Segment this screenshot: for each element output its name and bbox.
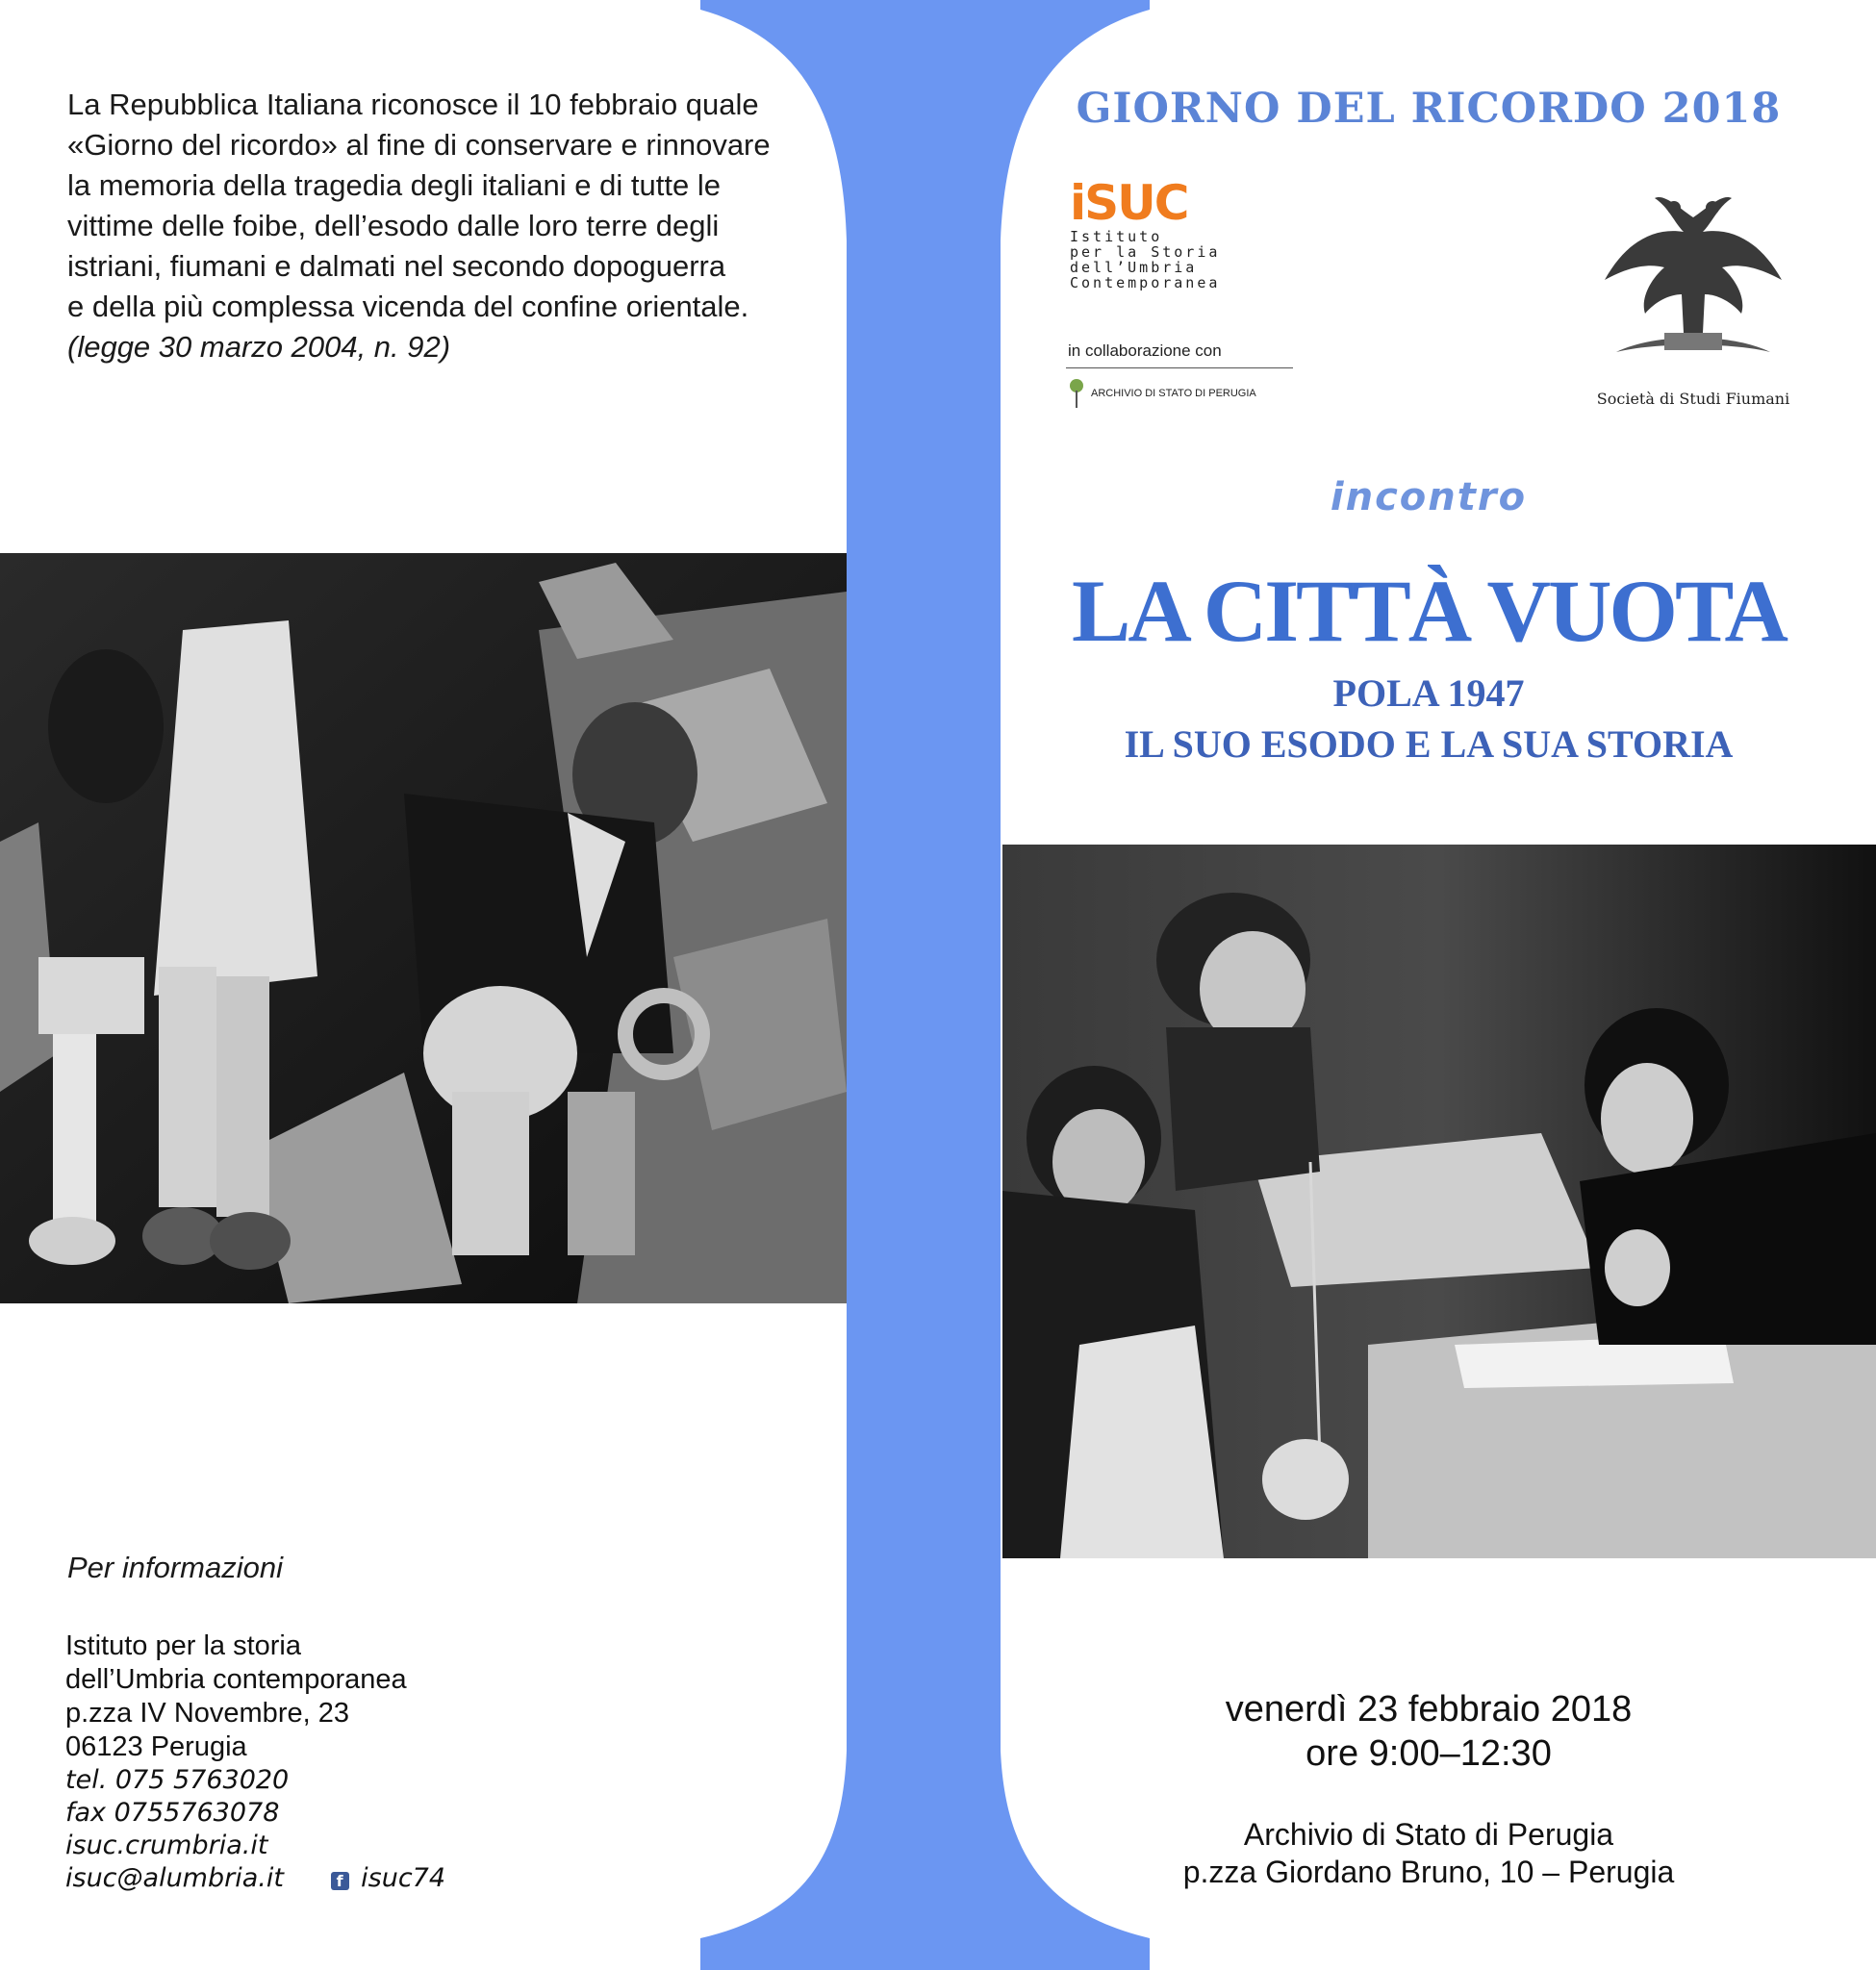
venue-name: Archivio di Stato di Perugia <box>1243 1817 1614 1852</box>
facebook-icon: f <box>331 1872 349 1890</box>
women-knitting-photo <box>1002 845 1876 1558</box>
fax-number: fax 0755763078 <box>65 1798 280 1828</box>
facebook-handle[interactable]: isuc74 <box>361 1863 446 1893</box>
isuc-logo-line: Contemporanea <box>1070 274 1221 291</box>
page-title: GIORNO DEL RICORDO 2018 <box>1076 85 1782 133</box>
isuc-logo-line: per la Storia <box>1070 243 1221 261</box>
event-datetime <box>1001 1687 1857 1776</box>
isuc-logo-mark: iSUC <box>1070 175 1188 231</box>
intro-text <box>67 85 779 367</box>
society-name: Società di Studi Fiumani <box>1596 390 1790 408</box>
collaboration-label: in collaborazione con <box>1068 341 1222 360</box>
intro-line: vittime delle foibe, dell’esodo dalle loro terre degli <box>67 209 720 242</box>
venue-address: p.zza Giordano Bruno, 10 – Perugia <box>1182 1855 1675 1889</box>
eagle-emblem-icon <box>1597 189 1789 371</box>
divider <box>1066 367 1293 368</box>
archivio-logo-text: ARCHIVIO DI STATO DI PERUGIA <box>1091 388 1256 399</box>
event-title: LA CITTÀ VUOTA <box>1072 562 1786 660</box>
law-reference: (legge 30 marzo 2004, n. 92) <box>67 330 451 364</box>
intro-line: La Repubblica Italiana riconosce il 10 febbraio quale <box>67 88 759 121</box>
event-subtitle: POLA 1947 <box>1332 671 1525 715</box>
info-heading: Per informazioni <box>67 1551 283 1584</box>
institute-name-line: dell’Umbria contemporanea <box>65 1664 407 1695</box>
city-line: 06123 Perugia <box>65 1731 247 1762</box>
event-time: ore 9:00–12:30 <box>1306 1733 1552 1774</box>
isuc-logo-line: dell’Umbria <box>1070 259 1198 276</box>
intro-line: «Giorno del ricordo» al fine di conservare e rinnovare <box>67 128 771 162</box>
intro-line: la memoria della tragedia degli italiani e di tutte le <box>67 168 721 202</box>
event-subtitle: IL SUO ESODO E LA SUA STORIA <box>1124 722 1734 766</box>
address-line: p.zza IV Novembre, 23 <box>65 1698 349 1729</box>
archivio-logo <box>1066 377 1256 410</box>
email-link[interactable]: isuc@alumbria.it <box>65 1863 284 1893</box>
intro-line: e della più complessa vicenda del confine orientale. <box>67 290 749 323</box>
website-link[interactable]: isuc.crumbria.it <box>65 1831 268 1860</box>
institute-name-line: Istituto per la storia <box>65 1630 301 1661</box>
event-date: venerdì 23 febbraio 2018 <box>1225 1689 1633 1730</box>
intro-line: istriani, fiumani e dalmati nel secondo dopoguerra <box>67 249 726 283</box>
isuc-logo <box>1070 175 1221 291</box>
isuc-logo-line: Istituto <box>1070 228 1163 245</box>
event-venue <box>1001 1816 1857 1891</box>
phone-number: tel. 075 5763020 <box>65 1765 290 1795</box>
rubble-children-photo <box>0 553 847 1303</box>
contact-info <box>65 1629 445 1895</box>
event-kind: incontro <box>1330 475 1528 519</box>
tree-icon <box>1066 377 1087 410</box>
